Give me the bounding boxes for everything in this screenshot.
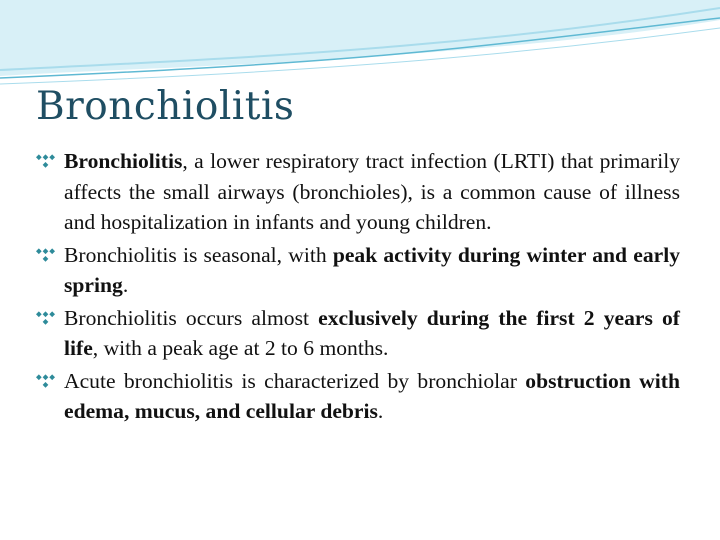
bullet-emphasis-text: peak activity during winter and early spring — [64, 242, 680, 297]
bullet-item — [36, 366, 680, 427]
bullet-text: Bronchiolitis is seasonal, with — [64, 242, 333, 267]
diamond-bullet-icon — [36, 374, 55, 390]
bullet-item — [36, 146, 680, 238]
bullet-text: , a lower respiratory tract infection (LRTI) that primarily affects the small airways (bronchioles), is a common cause of illness and hospitalization in infants and young children. — [64, 149, 680, 234]
bullet-text: , with a peak age at 2 to 6 months. — [92, 336, 389, 360]
bullet-list — [36, 146, 680, 429]
diamond-bullet-icon — [36, 248, 55, 264]
bullet-item — [36, 240, 680, 301]
bullet-emphasis-text: exclusively during the first 2 years of life — [64, 305, 680, 360]
bullet-text: . — [377, 399, 384, 423]
bullet-item — [36, 303, 680, 364]
bullet-emphasis-text: obstruction with edema, mucus, and cellular debris — [64, 368, 680, 423]
diamond-bullet-icon — [36, 154, 55, 170]
bullet-text: Acute bronchiolitis is characterized by bronchiolar — [64, 368, 526, 393]
diamond-bullet-icon — [36, 311, 55, 327]
bullet-text: . — [122, 273, 129, 297]
bullet-text: Bronchiolitis occurs almost — [64, 305, 319, 330]
bullet-emphasis-text: Bronchiolitis — [64, 149, 183, 173]
slide-title: Bronchiolitis — [36, 84, 295, 129]
header-wave-decoration — [0, 0, 720, 90]
